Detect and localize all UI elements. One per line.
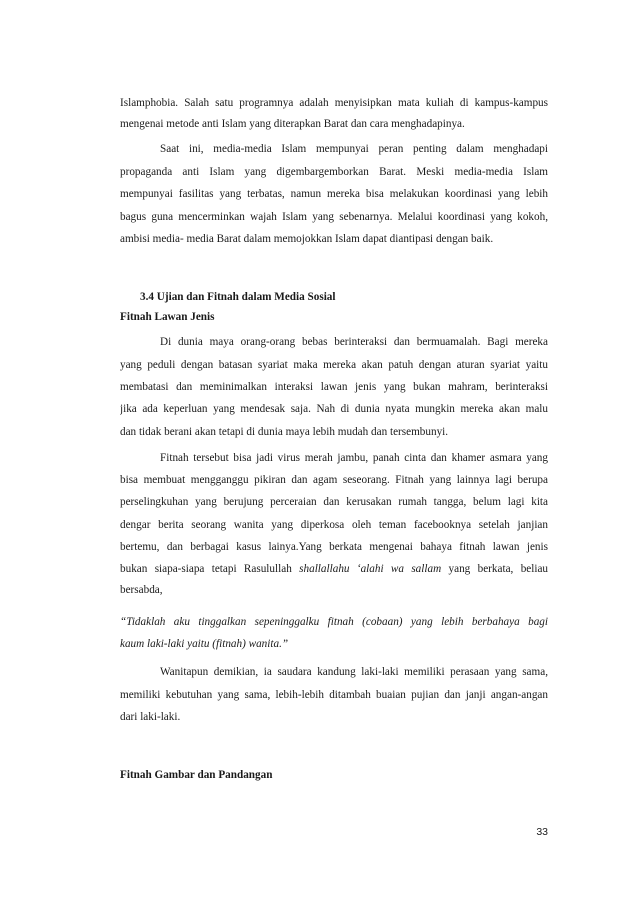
paragraph-line: membatasi dan meminimalkan interaksi lawan jenis yang bukan mahram, berinteraksi xyxy=(120,381,548,393)
hadith-text: bukan siapa-siapa tetapi Rasulullah xyxy=(120,563,292,575)
paragraph-line: Saat ini, media-media Islam mempunyai peran penting dalam menghadapi xyxy=(160,143,548,155)
paragraph-line: Wanitapun demikian, ia saudara kandung laki-laki memiliki perasaan yang sama, xyxy=(160,666,548,678)
paragraph-line: memiliki kebutuhan yang sama, lebih-lebih ditambah buaian pujian dan janji angan-angan xyxy=(120,689,548,701)
hadith-honorific: shallallahu ‘alahi wa sallam xyxy=(299,563,442,575)
paragraph-line: bagus guna mencerminkan wajah Islam yang sebenarnya. Melalui koordinasi yang kokoh, xyxy=(120,211,548,223)
paragraph-line xyxy=(120,562,548,576)
quote-line: kaum laki-laki yaitu (fitnah) wanita.” xyxy=(120,638,289,650)
paragraph-line: Fitnah tersebut bisa jadi virus merah jambu, panah cinta dan khamer asmara yang xyxy=(160,452,548,464)
paragraph-line: mengenai metode anti Islam yang diterapkan Barat dan cara menghadapinya. xyxy=(120,118,465,130)
paragraph-line: dari laki-laki. xyxy=(120,711,181,723)
paragraph-line: bersabda, xyxy=(120,584,163,596)
paragraph-line: mempunyai fasilitas yang terbatas, namun mereka bisa melakukan koordinasi yang lebih xyxy=(120,188,548,200)
subsection-heading: Fitnah Lawan Jenis xyxy=(120,311,215,323)
paragraph-line: Di dunia maya orang-orang bebas berinteraksi dan bermuamalah. Bagi mereka xyxy=(160,336,548,348)
hadith-text: yang berkata, beliau xyxy=(448,563,548,575)
paragraph-line: dengar berita seorang wanita yang diperkosa oleh teman facebooknya setelah janjian xyxy=(120,519,548,531)
section-heading: 3.4 Ujian dan Fitnah dalam Media Sosial xyxy=(140,291,336,303)
page-number: 33 xyxy=(536,826,548,838)
quote-line: “Tidaklah aku tinggalkan sepeninggalku fitnah (cobaan) yang lebih berbahaya bagi xyxy=(120,616,548,628)
paragraph-line: ambisi media- media Barat dalam memojokkan Islam dapat diantipasi dengan baik. xyxy=(120,233,494,245)
subsection-heading: Fitnah Gambar dan Pandangan xyxy=(120,769,273,781)
paragraph-line: propaganda anti Islam yang digembargemborkan Barat. Meski media-media Islam xyxy=(120,166,548,178)
paragraph-line: perselingkuhan yang berujung perceraian dan kerusakan rumah tangga, belum lagi kita xyxy=(120,496,548,508)
paragraph-line: bisa membuat mengganggu pikiran dan agam seseorang. Fitnah yang lainnya lagi berupa xyxy=(120,474,548,486)
paragraph-line: Islamphobia. Salah satu programnya adalah menyisipkan mata kuliah di kampus-kampus xyxy=(120,97,548,109)
paragraph-line: yang peduli dengan batasan syariat maka mereka akan patuh dengan aturan syariat yaitu xyxy=(120,359,548,371)
paragraph-line: bertemu, dan berbagai kasus lainya.Yang berkata mengenai bahaya fitnah lawan jenis xyxy=(120,541,548,553)
paragraph-line: jika ada keperluan yang mendesak saja. Nah di dunia nyata mungkin mereka akan malu xyxy=(120,403,548,415)
paragraph-line: dan tidak berani akan tetapi di dunia maya lebih mudah dan tersembunyi. xyxy=(120,426,449,438)
